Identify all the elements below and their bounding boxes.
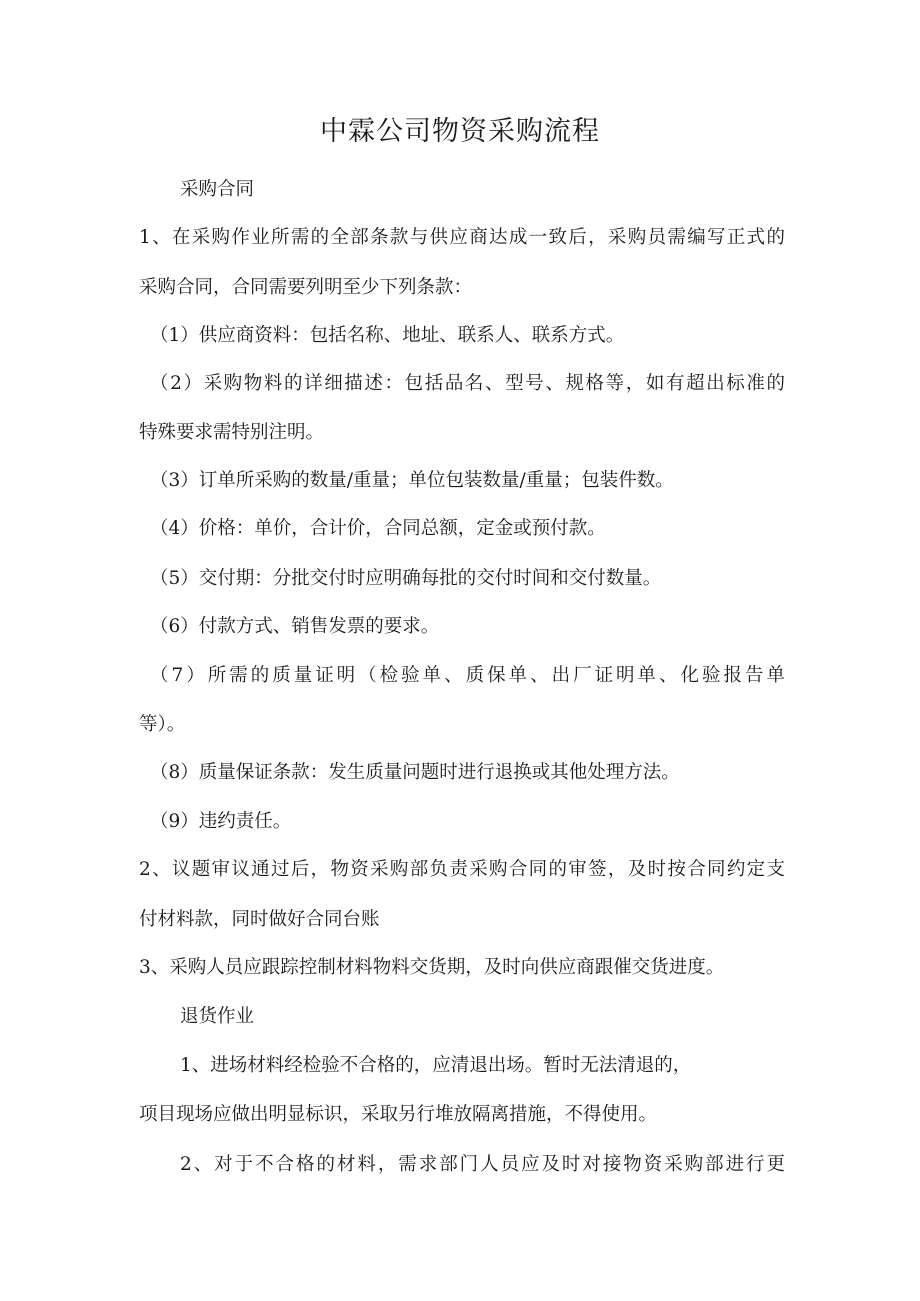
clause-item-3: （3）订单所采购的数量/重量；单位包装数量/重量；包装件数。 [150, 470, 674, 491]
paragraph-line: 付材料款，同时做好合同台账 [139, 909, 380, 930]
paragraph-line: 3、采购人员应跟踪控制材料物料交货期，及时向供应商跟催交货进度。 [139, 957, 725, 978]
paragraph-line: 项目现场应做出明显标识，采取另行堆放隔离措施，不得使用。 [139, 1104, 658, 1125]
paragraph-line: 2、对于不合格的材料，需求部门人员应及时对接物资采购部进行更 [180, 1154, 785, 1175]
clause-item-5: （5）交付期：分批交付时应明确每批的交付时间和交付数量。 [150, 568, 662, 589]
paragraph-line: 1、进场材料经检验不合格的，应清退出场。暂时无法清退的， [180, 1055, 692, 1076]
section-heading-purchase-contract: 采购合同 [180, 179, 255, 200]
clause-item-7: （7）所需的质量证明（检验单、质保单、出厂证明单、化验报告单 [150, 665, 785, 686]
clause-item-9: （9）违约责任。 [150, 811, 292, 832]
clause-item-8: （8）质量保证条款：发生质量问题时进行退换或其他处理方法。 [150, 762, 680, 783]
paragraph-line: 采购合同，合同需要列明至少下列条款： [139, 277, 473, 298]
section-heading-return-operations: 退货作业 [180, 1006, 255, 1027]
clause-item-1: （1）供应商资料：包括名称、地址、联系人、联系方式。 [150, 325, 625, 346]
paragraph-line: 1、在采购作业所需的全部条款与供应商达成一致后，采购员需编写正式的 [139, 227, 785, 248]
clause-item-6: （6）付款方式、销售发票的要求。 [150, 616, 440, 637]
clause-item-2-continued: 特殊要求需特别注明。 [139, 422, 325, 443]
clause-item-7-continued: 等）。 [139, 714, 186, 735]
clause-item-2: （2）采购物料的详细描述：包括品名、型号、规格等，如有超出标准的 [150, 373, 785, 394]
document-title: 中霖公司物资采购流程 [320, 116, 600, 147]
clause-item-4: （4）价格：单价，合计价，合同总额，定金或预付款。 [150, 518, 606, 539]
paragraph-line: 2、议题审议通过后，物资采购部负责采购合同的审签，及时按合同约定支 [139, 859, 785, 880]
